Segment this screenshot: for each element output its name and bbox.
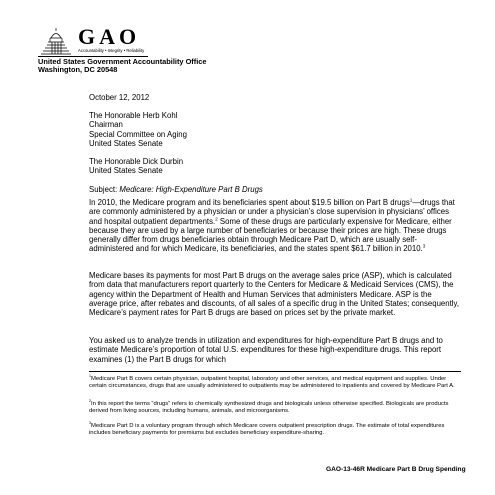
letter-date: October 12, 2012	[89, 93, 150, 102]
subject-line	[89, 185, 461, 194]
paragraph-1	[89, 198, 461, 254]
subject-label: Subject:	[89, 185, 118, 194]
footnote-ref: 3	[422, 243, 426, 249]
gao-logo	[38, 26, 188, 56]
recipient-body: United States Senate	[89, 138, 163, 148]
paragraph-3	[89, 336, 461, 364]
paragraph-text: —drugs that are commonly administered by a physician or under a physician’s close supervision in physicians’ offices and hospital outpatient departments.	[89, 198, 455, 226]
footnote-number: 1	[89, 374, 91, 379]
footnote-text: Medicare Part B covers certain physician, outpatient hospital, laboratory and other services, and medical equipment and supplies. Under certain circumstances, drugs that are usually administered to outpatients may be administered to inpatients and covered by Medicare Part A.	[89, 376, 455, 389]
footnote-text: Medicare Part D is a voluntary program through which Medicare covers outpatient prescription drugs. The estimate of total expenditures includes beneficiary payments for premiums but excludes beneficiary expenditure-sharing.	[89, 423, 445, 436]
paragraph-text: Medicare bases its payments for most Part B drugs on the average sales price (ASP), which is calculated from data that manufacturers report quarterly to the Centers for Medicare & Medicaid Services (CMS), the agency within the Department of Health and Human Services that administers Medicare. ASP is the average price, after rebates and discounts, of all sales of a specific drug in the United States; consequently, Medicare’s payment rates for Part B drugs are based on prices set by the private market.	[89, 271, 459, 318]
footnote-1	[89, 376, 461, 390]
recipient-name: The Honorable Dick Durbin	[89, 157, 184, 166]
footnote-number: 3	[89, 421, 91, 426]
footnote-ref: 1	[409, 197, 413, 203]
gao-tagline: Accountability • Integrity • Reliability	[78, 48, 145, 53]
paragraph-2	[89, 271, 461, 317]
recipient-committee: Special Committee on Aging	[89, 129, 187, 139]
recipient-body: United States Senate	[89, 166, 163, 176]
capitol-dome-icon	[38, 26, 74, 56]
subject-text: Medicare: High-Expenditure Part B Drugs	[119, 185, 263, 194]
footnote-ref: 2	[215, 216, 218, 221]
agency-block	[38, 58, 207, 75]
paragraph-text: Some of these drugs are particularly expensive for Medicare, either because they are used by a large number of beneficiaries or because their prices are high. These drugs generally differ from drugs beneficiaries obtain through Medicare Part D, which are usually self-administered and for which Medicare, its beneficiaries, and the states spent $61.7 billion in 2010.	[89, 216, 452, 254]
recipient-address-2	[89, 157, 461, 176]
gao-wordmark: GAO	[78, 24, 141, 49]
recipient-title: Chairman	[89, 120, 123, 130]
page-footer: GAO-13-46R Medicare Part B Drug Spending	[326, 466, 466, 473]
footnote-number: 2	[89, 399, 91, 404]
footnote-text: In this report the terms “drugs” refers to chemically synthesized drugs and biologicals unless otherwise specified. Biologicals are products derived from living sources, including humans, animals, and microorganisms.	[89, 401, 449, 414]
agency-city: Washington, DC 20548	[38, 65, 118, 75]
recipient-address-1	[89, 111, 461, 148]
paragraph-text: In 2010, the Medicare program and its beneficiaries spent about $19.5 billion on Part B drugs	[89, 198, 410, 207]
footnote-divider	[89, 371, 461, 372]
recipient-name: The Honorable Herb Kohl	[89, 111, 178, 120]
footnote-3	[89, 423, 461, 437]
paragraph-text: You asked us to analyze trends in utilization and expenditures for high-expenditure Part B drugs and to estimate Medicare’s proportion of total U.S. expenditures for these high-expenditure drugs. This report examines (1) the Part B drugs for which	[89, 336, 443, 364]
footnote-2	[89, 401, 461, 415]
agency-name: United States Government Accountability Office	[38, 57, 207, 66]
